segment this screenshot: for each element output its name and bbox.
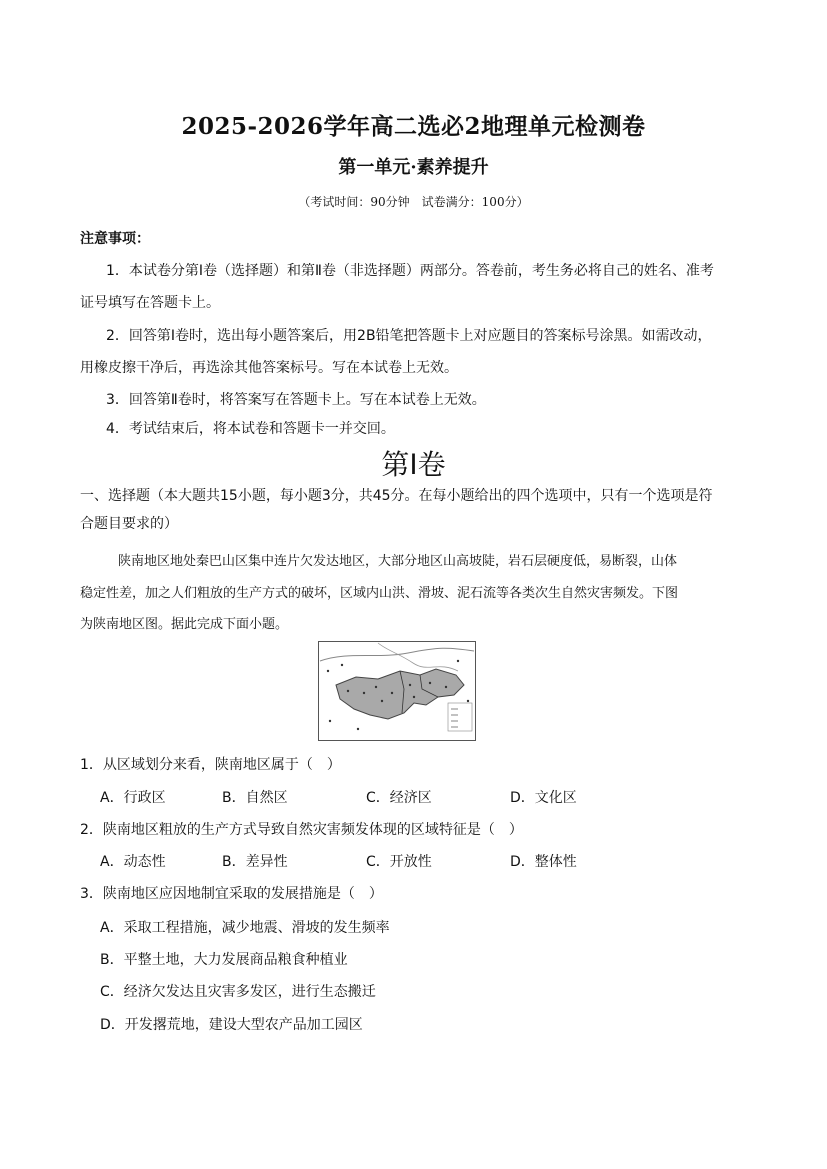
question-3-option-d: D．开发撂荒地，建设大型农产品加工园区 [100,1017,363,1033]
question-1-option-d: D．文化区 [510,790,577,806]
note-line-6: 4．考试结束后，将本试卷和答题卡一并交回。 [106,421,395,437]
question-1-option-a: A．行政区 [100,790,166,806]
question-1-option-c: C．经济区 [366,790,432,806]
note-line-4: 用橡皮擦干净后，再选涂其他答案标号。写在本试卷上无效。 [80,360,458,376]
note-line-1: 1．本试卷分第Ⅰ卷（选择题）和第Ⅱ卷（非选择题）两部分。答卷前，考生务必将自己的姓名、准考 [106,263,714,279]
question-1-stem: 1．从区域划分来看，陕南地区属于（ ） [80,757,341,773]
note-line-5: 3．回答第Ⅱ卷时，将答案写在答题卡上。写在本试卷上无效。 [106,392,486,408]
question-2-option-b: B．差异性 [222,854,288,870]
map-figure [318,641,476,741]
question-3-option-c: C．经济欠发达且灾害多发区，进行生态搬迁 [100,984,376,1000]
unit-subtitle: 第一单元·素养提升 [338,157,489,178]
passage-line-2: 稳定性差，加之人们粗放的生产方式的破坏，区域内山洪、滑坡、泥石流等各类次生自然灾害频发。下图 [80,586,679,601]
passage-line-1: 陕南地区地处秦巴山区集中连片欠发达地区，大部分地区山高坡陡，岩石层硬度低，易断裂，山体 [118,554,678,569]
question-1-option-b: B．自然区 [222,790,288,806]
notes-heading: 注意事项： [80,231,150,247]
question-2-stem: 2．陕南地区粗放的生产方式导致自然灾害频发体现的区域特征是（ ） [80,822,523,838]
map-legend [448,703,472,731]
question-2-option-c: C．开放性 [366,854,432,870]
question-2-option-a: A．动态性 [100,854,166,870]
exam-title: 2025-2026学年高二选必2地理单元检测卷 [181,113,646,140]
question-3-option-b: B．平整土地，大力发展商品粮食种植业 [100,952,348,968]
shaannan-region-map [318,641,476,741]
section-title: 第Ⅰ卷 [381,450,446,481]
question-3-stem: 3．陕南地区应因地制宜采取的发展措施是（ ） [80,886,383,902]
note-line-3: 2．回答第Ⅰ卷时，选出每小题答案后，用2B铅笔把答题卡上对应题目的答案标号涂黑。如需改动， [106,328,712,344]
section-instruction-line-2: 合题目要求的） [80,516,178,532]
exam-info: （考试时间：90分钟 试卷满分：100分） [298,195,529,209]
passage-line-3: 为陕南地区图。据此完成下面小题。 [80,617,289,632]
question-2-option-d: D．整体性 [510,854,577,870]
section-instruction-line-1: 一、选择题（本大题共15小题，每小题3分，共45分。在每小题给出的四个选项中，只有一个选项是符 [80,488,713,504]
note-line-2: 证号填写在答题卡上。 [80,295,220,311]
question-3-option-a: A．采取工程措施，减少地震、滑坡的发生频率 [100,920,390,936]
